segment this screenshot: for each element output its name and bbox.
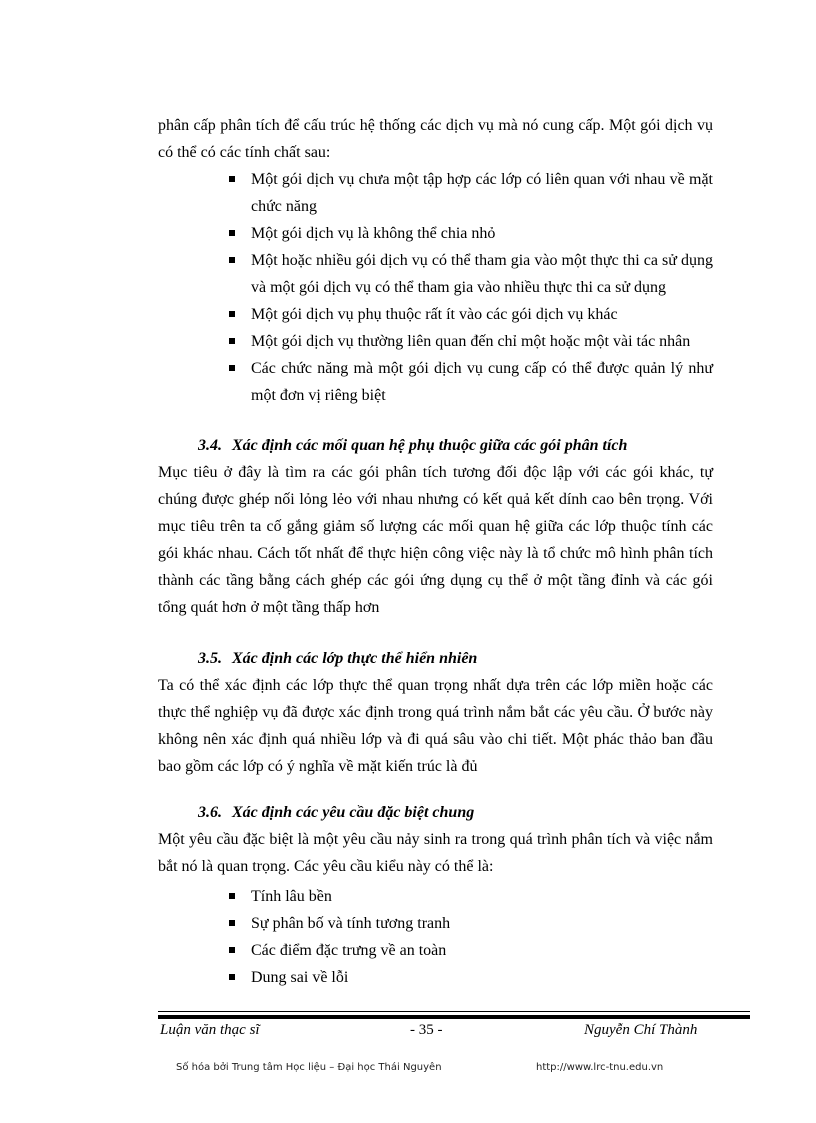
list-item-text: Một gói dịch vụ chưa một tập hợp các lớp có liên quan với nhau về mặt chức năng — [251, 171, 713, 215]
square-bullet-icon — [229, 257, 235, 263]
square-bullet-icon — [229, 338, 235, 344]
list-item-text: Một gói dịch vụ là không thể chia nhỏ — [251, 225, 496, 242]
section-title: Xác định các lớp thực thể hiển nhiên — [232, 650, 478, 667]
section-heading-3-5 — [198, 645, 477, 672]
list-item-text: Một gói dịch vụ phụ thuộc rất ít vào các gói dịch vụ khác — [251, 306, 618, 323]
source-url: http://www.lrc-tnu.edu.vn — [536, 1062, 664, 1073]
footer-document-type: Luận văn thạc sĩ — [160, 1022, 260, 1038]
section-paragraph-3-4: Mục tiêu ở đây là tìm ra các gói phân tích tương đối độc lập với các gói khác, tự chúng được ghép nối lỏng lẻo với nhau nhưng có kết quả kết dính cao bên trọng. Với mục tiêu trên ta cố gắng giảm số lượng các mối quan hệ giữa các lớp thuộc tính các gói khác nhau. Cách tốt nhất để thực hiện công việc này là tổ chức mô hình phân tích thành các tầng bằng cách ghép các gói ứng dụng cụ thể ở một tầng đỉnh và các gói tổng quát hơn ở một tầng thấp hơn — [158, 464, 713, 616]
list-item — [229, 964, 713, 991]
list-item-text: Các chức năng mà một gói dịch vụ cung cấp có thể được quản lý như một đơn vị riêng biệt — [251, 360, 713, 404]
list-item-text: Dung sai về lỗi — [251, 969, 349, 986]
section-number: 3.4. — [198, 437, 222, 454]
digitization-credit: Số hóa bởi Trung tâm Học liệu – Đại học Thái Nguyên — [176, 1062, 442, 1073]
list-item — [229, 220, 713, 247]
square-bullet-icon — [229, 311, 235, 317]
footer-author: Nguyễn Chí Thành — [584, 1022, 698, 1038]
page-number: - 35 - — [410, 1022, 443, 1038]
special-requirements-list — [229, 883, 713, 991]
list-item — [229, 355, 713, 409]
square-bullet-icon — [229, 947, 235, 953]
list-item — [229, 910, 713, 937]
section-number: 3.6. — [198, 804, 222, 821]
list-item — [229, 166, 713, 220]
intro-paragraph: phân cấp phân tích để cấu trúc hệ thống các dịch vụ mà nó cung cấp. Một gói dịch vụ có thể có các tính chất sau: — [158, 117, 713, 161]
square-bullet-icon — [229, 974, 235, 980]
list-item-text: Một gói dịch vụ thường liên quan đến chỉ một hoặc một vài tác nhân — [251, 333, 691, 350]
square-bullet-icon — [229, 365, 235, 371]
list-item — [229, 937, 713, 964]
section-title: Xác định các mối quan hệ phụ thuộc giữa các gói phân tích — [232, 437, 628, 454]
section-heading-3-4 — [198, 432, 627, 459]
section-heading-3-6 — [198, 799, 474, 826]
section-number: 3.5. — [198, 650, 222, 667]
section-paragraph-3-5: Ta có thể xác định các lớp thực thể quan trọng nhất dựa trên các lớp miền hoặc các thực thể nghiệp vụ đã được xác định trong quá trình nắm bắt các yêu cầu. Ở bước này không nên xác định quá nhiều lớp và đi quá sâu vào chi tiết. Một phác thảo ban đầu bao gồm các lớp có ý nghĩa về mặt kiến trúc là đủ — [158, 677, 713, 775]
section-paragraph-3-6: Một yêu cầu đặc biệt là một yêu cầu nảy sinh ra trong quá trình phân tích và việc nắm bắt nó là quan trọng. Các yêu cầu kiểu này có thể là: — [158, 831, 713, 875]
list-item-text: Các điểm đặc trưng về an toàn — [251, 942, 447, 959]
footer-divider-thick — [158, 1015, 750, 1019]
list-item — [229, 328, 713, 355]
service-package-properties-list — [229, 166, 713, 409]
list-item-text: Tính lâu bền — [251, 888, 332, 905]
square-bullet-icon — [229, 920, 235, 926]
square-bullet-icon — [229, 230, 235, 236]
square-bullet-icon — [229, 176, 235, 182]
list-item — [229, 883, 713, 910]
list-item-text: Một hoặc nhiều gói dịch vụ có thể tham gia vào một thực thi ca sử dụng và một gói dịch vụ có thể tham gia vào nhiều thực thi ca sử dụng — [251, 252, 713, 296]
footer-divider-thin — [158, 1011, 750, 1012]
list-item — [229, 247, 713, 301]
list-item — [229, 301, 713, 328]
section-title: Xác định các yêu cầu đặc biệt chung — [232, 804, 475, 821]
list-item-text: Sự phân bố và tính tương tranh — [251, 915, 451, 932]
square-bullet-icon — [229, 893, 235, 899]
